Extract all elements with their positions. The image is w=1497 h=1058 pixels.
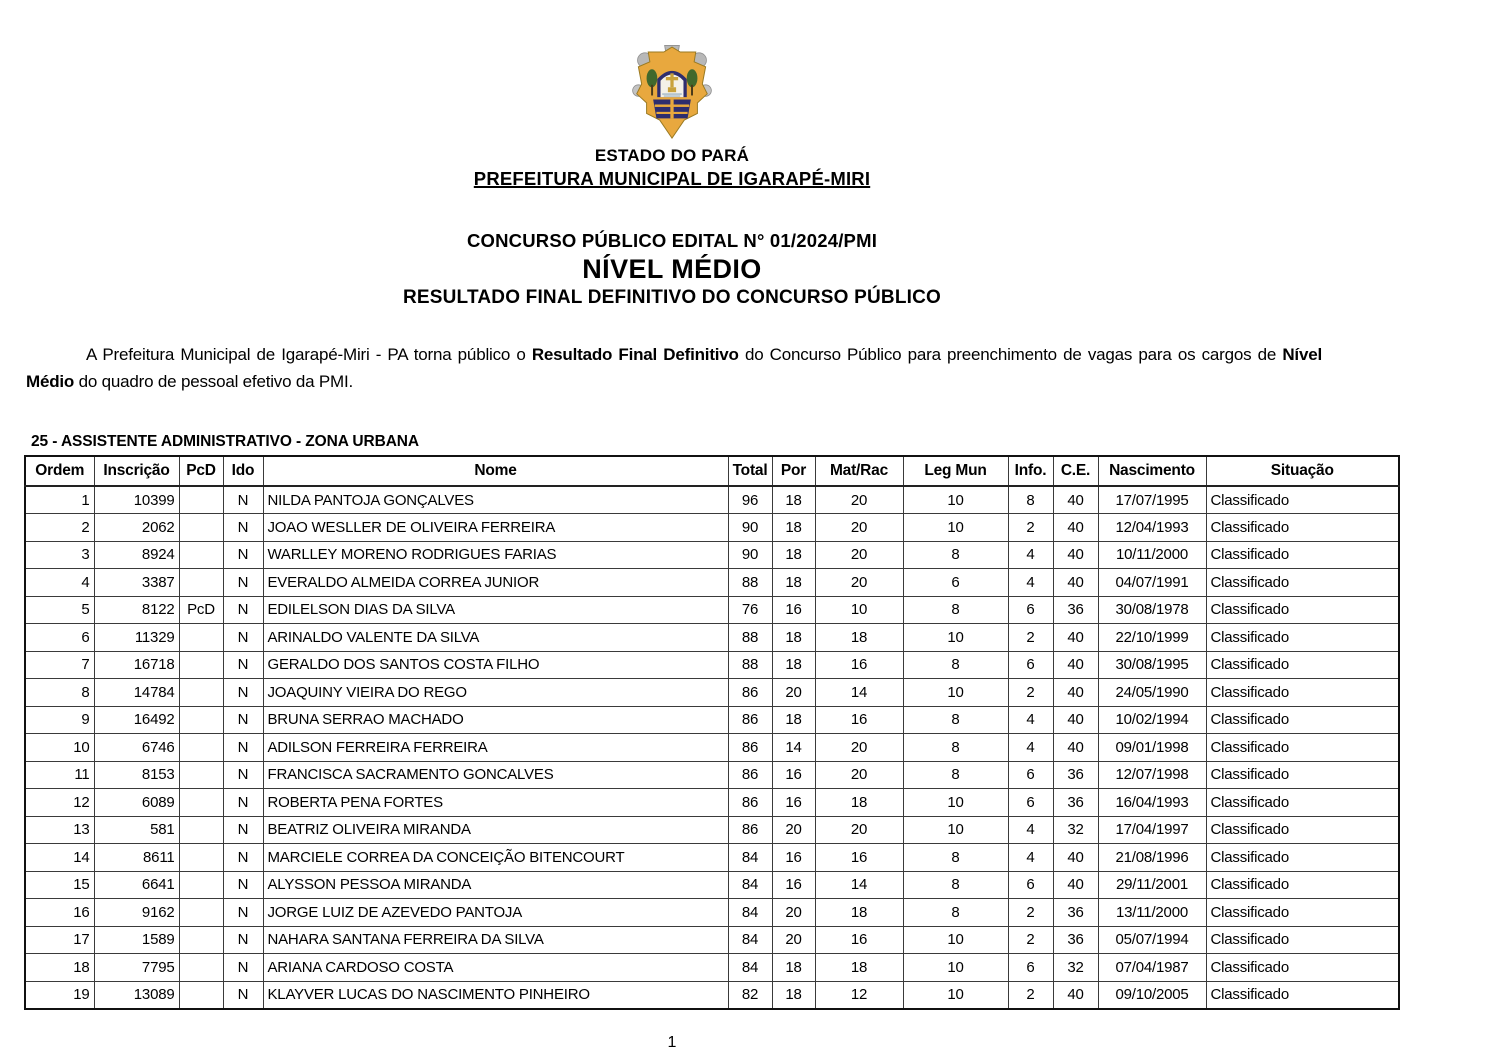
col-header-por: Por xyxy=(772,456,815,486)
table-cell: 20 xyxy=(815,486,903,514)
table-cell: 8 xyxy=(25,679,94,707)
table-cell: 4 xyxy=(1008,541,1053,569)
col-header-ordem: Ordem xyxy=(25,456,94,486)
table-cell: Classificado xyxy=(1206,816,1399,844)
table-cell: 40 xyxy=(1053,569,1098,597)
table-cell xyxy=(179,926,223,954)
col-header-ido: Ido xyxy=(223,456,263,486)
table-cell xyxy=(179,981,223,1009)
table-cell: 40 xyxy=(1053,734,1098,762)
table-cell: 20 xyxy=(815,541,903,569)
table-row xyxy=(25,514,1399,542)
table-row xyxy=(25,789,1399,817)
table-cell: JOAO WESLLER DE OLIVEIRA FERREIRA xyxy=(263,514,728,542)
table-cell: Classificado xyxy=(1206,596,1399,624)
table-cell: 18 xyxy=(772,541,815,569)
table-cell: 20 xyxy=(772,899,815,927)
table-cell: 18 xyxy=(815,899,903,927)
table-cell: 16 xyxy=(815,926,903,954)
table-cell: 8153 xyxy=(94,761,179,789)
table-cell: PcD xyxy=(179,596,223,624)
table-cell: 18 xyxy=(772,514,815,542)
table-cell: 18 xyxy=(772,486,815,514)
table-cell: GERALDO DOS SANTOS COSTA FILHO xyxy=(263,651,728,679)
table-cell: Classificado xyxy=(1206,761,1399,789)
table-cell: 16492 xyxy=(94,706,179,734)
municipality-title: PREFEITURA MUNICIPAL DE IGARAPÉ-MIRI xyxy=(473,168,871,189)
table-cell: N xyxy=(223,734,263,762)
table-row xyxy=(25,844,1399,872)
table-cell: N xyxy=(223,926,263,954)
table-cell xyxy=(179,789,223,817)
table-cell: 12 xyxy=(815,981,903,1009)
table-cell: 88 xyxy=(728,569,772,597)
table-cell: 20 xyxy=(815,514,903,542)
table-cell: 18 xyxy=(772,624,815,652)
table-cell: 2 xyxy=(1008,624,1053,652)
col-header-nascimento: Nascimento xyxy=(1098,456,1206,486)
table-row xyxy=(25,981,1399,1009)
table-cell: 2 xyxy=(1008,981,1053,1009)
level-title: NÍVEL MÉDIO xyxy=(582,254,762,284)
table-cell: WARLLEY MORENO RODRIGUES FARIAS xyxy=(263,541,728,569)
table-row xyxy=(25,954,1399,982)
table-cell: 10/11/2000 xyxy=(1098,541,1206,569)
table-cell: NILDA PANTOJA GONÇALVES xyxy=(263,486,728,514)
table-cell: 10 xyxy=(903,624,1008,652)
table-cell: 22/10/1999 xyxy=(1098,624,1206,652)
table-cell: 8 xyxy=(903,899,1008,927)
table-cell: 18 xyxy=(772,981,815,1009)
table-cell: 1 xyxy=(25,486,94,514)
table-cell: 8 xyxy=(903,596,1008,624)
table-cell: 9162 xyxy=(94,899,179,927)
table-cell: 16/04/1993 xyxy=(1098,789,1206,817)
table-cell: 40 xyxy=(1053,844,1098,872)
table-cell: BEATRIZ OLIVEIRA MIRANDA xyxy=(263,816,728,844)
table-cell: N xyxy=(223,679,263,707)
table-cell xyxy=(179,706,223,734)
table-cell: 2 xyxy=(1008,899,1053,927)
table-cell: 10 xyxy=(903,981,1008,1009)
table-cell: 17 xyxy=(25,926,94,954)
table-cell: Classificado xyxy=(1206,679,1399,707)
table-cell: 8 xyxy=(903,651,1008,679)
table-row xyxy=(25,679,1399,707)
col-header-inscricao: Inscrição xyxy=(94,456,179,486)
table-cell: 6 xyxy=(903,569,1008,597)
table-row xyxy=(25,706,1399,734)
table-cell xyxy=(179,514,223,542)
table-cell: 3387 xyxy=(94,569,179,597)
table-cell: 88 xyxy=(728,624,772,652)
table-cell: N xyxy=(223,624,263,652)
table-cell: 13 xyxy=(25,816,94,844)
intro-text-1: A Prefeitura Municipal de Igarapé-Miri - PA torna público o xyxy=(86,345,532,364)
table-cell: 8 xyxy=(903,706,1008,734)
table-cell: Classificado xyxy=(1206,981,1399,1009)
table-cell: 8 xyxy=(903,541,1008,569)
intro-text-3: do quadro de pessoal efetivo da PMI. xyxy=(74,372,354,391)
table-cell: 14 xyxy=(815,679,903,707)
table-cell: 2 xyxy=(25,514,94,542)
table-cell: 6089 xyxy=(94,789,179,817)
table-cell: 24/05/1990 xyxy=(1098,679,1206,707)
table-cell: 18 xyxy=(772,706,815,734)
table-cell: 10 xyxy=(903,926,1008,954)
table-cell: N xyxy=(223,596,263,624)
table-cell: 32 xyxy=(1053,816,1098,844)
table-cell xyxy=(179,899,223,927)
table-cell: 16 xyxy=(25,899,94,927)
table-cell: Classificado xyxy=(1206,926,1399,954)
table-cell: 8611 xyxy=(94,844,179,872)
table-cell: 4 xyxy=(1008,734,1053,762)
table-cell: ADILSON FERREIRA FERREIRA xyxy=(263,734,728,762)
intro-bold-2: Nível Médio xyxy=(26,345,1322,391)
table-cell: 18 xyxy=(772,651,815,679)
table-cell: Classificado xyxy=(1206,569,1399,597)
intro-paragraph xyxy=(26,341,1322,395)
table-cell: 6 xyxy=(1008,651,1053,679)
table-cell xyxy=(179,734,223,762)
table-row xyxy=(25,816,1399,844)
table-cell: 40 xyxy=(1053,486,1098,514)
table-row xyxy=(25,734,1399,762)
table-cell: 14 xyxy=(815,871,903,899)
table-header-row xyxy=(25,456,1399,486)
col-header-total: Total xyxy=(728,456,772,486)
table-cell: 10 xyxy=(903,679,1008,707)
table-cell: 4 xyxy=(25,569,94,597)
table-cell: 10399 xyxy=(94,486,179,514)
table-cell: 18 xyxy=(815,954,903,982)
col-header-nome: Nome xyxy=(263,456,728,486)
table-cell: 20 xyxy=(772,816,815,844)
table-cell: 13089 xyxy=(94,981,179,1009)
table-cell: 14 xyxy=(772,734,815,762)
table-cell: N xyxy=(223,981,263,1009)
table-cell: N xyxy=(223,871,263,899)
table-cell: 17/04/1997 xyxy=(1098,816,1206,844)
table-cell: 40 xyxy=(1053,679,1098,707)
table-cell: Classificado xyxy=(1206,514,1399,542)
table-cell: 6 xyxy=(1008,761,1053,789)
table-cell: 09/01/1998 xyxy=(1098,734,1206,762)
table-cell: 21/08/1996 xyxy=(1098,844,1206,872)
table-cell: 8924 xyxy=(94,541,179,569)
table-cell: 18 xyxy=(25,954,94,982)
table-cell: 20 xyxy=(815,816,903,844)
table-cell xyxy=(179,569,223,597)
table-cell: 4 xyxy=(1008,844,1053,872)
table-cell: 6746 xyxy=(94,734,179,762)
table-cell: NAHARA SANTANA FERREIRA DA SILVA xyxy=(263,926,728,954)
table-cell: 40 xyxy=(1053,541,1098,569)
col-header-pcd: PcD xyxy=(179,456,223,486)
table-cell xyxy=(179,541,223,569)
table-cell: Classificado xyxy=(1206,734,1399,762)
table-cell: 6 xyxy=(1008,871,1053,899)
table-cell: 20 xyxy=(772,926,815,954)
table-cell: 05/07/1994 xyxy=(1098,926,1206,954)
table-cell: 07/04/1987 xyxy=(1098,954,1206,982)
table-cell: 14 xyxy=(25,844,94,872)
table-cell: 1589 xyxy=(94,926,179,954)
table-cell: EVERALDO ALMEIDA CORREA JUNIOR xyxy=(263,569,728,597)
table-cell: 76 xyxy=(728,596,772,624)
table-cell: 8 xyxy=(903,844,1008,872)
table-cell: 30/08/1978 xyxy=(1098,596,1206,624)
table-cell: 86 xyxy=(728,734,772,762)
table-cell xyxy=(179,816,223,844)
table-cell: 40 xyxy=(1053,514,1098,542)
table-cell: 10 xyxy=(815,596,903,624)
table-cell: 18 xyxy=(815,624,903,652)
table-row xyxy=(25,486,1399,514)
table-cell: ARINALDO VALENTE DA SILVA xyxy=(263,624,728,652)
table-cell: 84 xyxy=(728,871,772,899)
table-cell: N xyxy=(223,899,263,927)
table-cell: 11 xyxy=(25,761,94,789)
table-cell: 40 xyxy=(1053,651,1098,679)
intro-bold-1: Resultado Final Definitivo xyxy=(531,345,739,364)
table-cell: Classificado xyxy=(1206,624,1399,652)
col-header-matrac: Mat/Rac xyxy=(815,456,903,486)
table-cell: 12 xyxy=(25,789,94,817)
intro-text-2: do Concurso Público para preenchimento de vagas para os cargos de xyxy=(738,345,1283,364)
result-title: RESULTADO FINAL DEFINITIVO DO CONCURSO PÚBLICO xyxy=(402,287,942,308)
table-cell: 09/10/2005 xyxy=(1098,981,1206,1009)
table-cell: 6 xyxy=(25,624,94,652)
table-cell: 7 xyxy=(25,651,94,679)
table-cell: 36 xyxy=(1053,596,1098,624)
table-cell: Classificado xyxy=(1206,871,1399,899)
table-cell: 16 xyxy=(772,871,815,899)
table-cell: 86 xyxy=(728,679,772,707)
table-cell: 86 xyxy=(728,706,772,734)
table-cell: 6 xyxy=(1008,596,1053,624)
col-header-legmun: Leg Mun xyxy=(903,456,1008,486)
table-cell: N xyxy=(223,486,263,514)
table-cell: 10 xyxy=(903,789,1008,817)
table-cell: N xyxy=(223,569,263,597)
table-cell: 15 xyxy=(25,871,94,899)
table-row xyxy=(25,761,1399,789)
table-cell xyxy=(179,679,223,707)
table-cell: 18 xyxy=(815,789,903,817)
table-cell: 30/08/1995 xyxy=(1098,651,1206,679)
table-cell: N xyxy=(223,844,263,872)
table-cell: 36 xyxy=(1053,789,1098,817)
table-cell: 36 xyxy=(1053,761,1098,789)
table-cell: 2 xyxy=(1008,514,1053,542)
table-cell: 16 xyxy=(815,651,903,679)
table-cell: 20 xyxy=(815,761,903,789)
table-cell: 4 xyxy=(1008,706,1053,734)
table-cell xyxy=(179,871,223,899)
table-cell: Classificado xyxy=(1206,954,1399,982)
table-cell: 16 xyxy=(772,596,815,624)
col-header-info: Info. xyxy=(1008,456,1053,486)
table-cell: 36 xyxy=(1053,926,1098,954)
table-cell: 10 xyxy=(25,734,94,762)
table-cell: 20 xyxy=(815,734,903,762)
table-cell: MARCIELE CORREA DA CONCEIÇÃO BITENCOURT xyxy=(263,844,728,872)
table-cell: EDILELSON DIAS DA SILVA xyxy=(263,596,728,624)
table-cell: 10 xyxy=(903,486,1008,514)
table-cell: Classificado xyxy=(1206,486,1399,514)
table-cell: 20 xyxy=(772,679,815,707)
table-cell: 90 xyxy=(728,514,772,542)
table-cell: 16 xyxy=(772,844,815,872)
col-header-ce: C.E. xyxy=(1053,456,1098,486)
table-cell: 9 xyxy=(25,706,94,734)
table-cell: 84 xyxy=(728,926,772,954)
table-cell: Classificado xyxy=(1206,541,1399,569)
table-cell: 16 xyxy=(815,844,903,872)
table-cell: 581 xyxy=(94,816,179,844)
table-cell: BRUNA SERRAO MACHADO xyxy=(263,706,728,734)
table-cell: 82 xyxy=(728,981,772,1009)
table-cell: 8122 xyxy=(94,596,179,624)
table-row xyxy=(25,899,1399,927)
table-cell: N xyxy=(223,541,263,569)
table-cell: N xyxy=(223,761,263,789)
table-cell: 20 xyxy=(815,569,903,597)
table-cell: N xyxy=(223,954,263,982)
table-row xyxy=(25,596,1399,624)
table-cell: KLAYVER LUCAS DO NASCIMENTO PINHEIRO xyxy=(263,981,728,1009)
table-cell: 19 xyxy=(25,981,94,1009)
table-cell: 6641 xyxy=(94,871,179,899)
table-cell: N xyxy=(223,651,263,679)
table-cell: 86 xyxy=(728,761,772,789)
table-cell: 3 xyxy=(25,541,94,569)
table-cell: 10 xyxy=(903,954,1008,982)
table-row xyxy=(25,651,1399,679)
table-cell: 40 xyxy=(1053,706,1098,734)
state-title: ESTADO DO PARÁ xyxy=(594,146,750,165)
table-cell: 8 xyxy=(903,871,1008,899)
table-cell: 84 xyxy=(728,899,772,927)
table-cell: 16718 xyxy=(94,651,179,679)
table-cell: 40 xyxy=(1053,871,1098,899)
table-cell: 16 xyxy=(772,789,815,817)
table-cell: JOAQUINY VIEIRA DO REGO xyxy=(263,679,728,707)
table-cell: 18 xyxy=(772,954,815,982)
table-cell: 84 xyxy=(728,954,772,982)
table-cell: 6 xyxy=(1008,954,1053,982)
table-cell: 14784 xyxy=(94,679,179,707)
table-cell: 10 xyxy=(903,816,1008,844)
table-cell xyxy=(179,761,223,789)
table-cell xyxy=(179,486,223,514)
table-cell: 10/02/1994 xyxy=(1098,706,1206,734)
table-cell: 2 xyxy=(1008,926,1053,954)
table-cell: 4 xyxy=(1008,816,1053,844)
table-cell: 29/11/2001 xyxy=(1098,871,1206,899)
table-cell: 40 xyxy=(1053,981,1098,1009)
table-cell: Classificado xyxy=(1206,706,1399,734)
table-cell: N xyxy=(223,514,263,542)
table-cell xyxy=(179,844,223,872)
table-cell: 5 xyxy=(25,596,94,624)
table-cell: 4 xyxy=(1008,569,1053,597)
table-cell: 8 xyxy=(903,734,1008,762)
table-cell: 16 xyxy=(815,706,903,734)
table-cell: ALYSSON PESSOA MIRANDA xyxy=(263,871,728,899)
table-cell: 13/11/2000 xyxy=(1098,899,1206,927)
table-cell: 6 xyxy=(1008,789,1053,817)
table-row xyxy=(25,569,1399,597)
table-cell: Classificado xyxy=(1206,789,1399,817)
table-cell xyxy=(179,651,223,679)
table-row xyxy=(25,541,1399,569)
table-cell: 8 xyxy=(1008,486,1053,514)
table-cell: 8 xyxy=(903,761,1008,789)
section-title: 25 - ASSISTENTE ADMINISTRATIVO - ZONA URBANA xyxy=(31,433,419,450)
table-cell: 90 xyxy=(728,541,772,569)
table-cell: 96 xyxy=(728,486,772,514)
table-cell: 16 xyxy=(772,761,815,789)
table-cell: 84 xyxy=(728,844,772,872)
coat-of-arms-icon xyxy=(631,44,713,142)
table-cell: 86 xyxy=(728,816,772,844)
table-cell: 12/07/1998 xyxy=(1098,761,1206,789)
table-cell: 88 xyxy=(728,651,772,679)
table-cell: ROBERTA PENA FORTES xyxy=(263,789,728,817)
table-cell: JORGE LUIZ DE AZEVEDO PANTOJA xyxy=(263,899,728,927)
table-cell: 2 xyxy=(1008,679,1053,707)
table-cell: 32 xyxy=(1053,954,1098,982)
table-cell: N xyxy=(223,816,263,844)
table-cell: ARIANA CARDOSO COSTA xyxy=(263,954,728,982)
table-row xyxy=(25,624,1399,652)
table-cell: FRANCISCA SACRAMENTO GONCALVES xyxy=(263,761,728,789)
table-cell: 18 xyxy=(772,569,815,597)
table-cell: 11329 xyxy=(94,624,179,652)
results-table xyxy=(24,455,1400,1010)
table-cell: 12/04/1993 xyxy=(1098,514,1206,542)
table-row xyxy=(25,926,1399,954)
table-row xyxy=(25,871,1399,899)
table-cell: 10 xyxy=(903,514,1008,542)
table-cell: 04/07/1991 xyxy=(1098,569,1206,597)
col-header-situacao: Situação xyxy=(1206,456,1399,486)
document-header xyxy=(24,44,1320,309)
table-cell: 36 xyxy=(1053,899,1098,927)
table-cell: N xyxy=(223,789,263,817)
edital-title: CONCURSO PÚBLICO EDITAL N° 01/2024/PMI xyxy=(466,230,878,251)
table-cell xyxy=(179,954,223,982)
table-cell: 7795 xyxy=(94,954,179,982)
table-cell xyxy=(179,624,223,652)
table-cell: Classificado xyxy=(1206,844,1399,872)
table-cell: Classificado xyxy=(1206,899,1399,927)
table-cell: 86 xyxy=(728,789,772,817)
table-cell: Classificado xyxy=(1206,651,1399,679)
table-cell: 17/07/1995 xyxy=(1098,486,1206,514)
table-cell: N xyxy=(223,706,263,734)
table-cell: 40 xyxy=(1053,624,1098,652)
page-number: 1 xyxy=(667,1033,677,1051)
table-cell: 2062 xyxy=(94,514,179,542)
